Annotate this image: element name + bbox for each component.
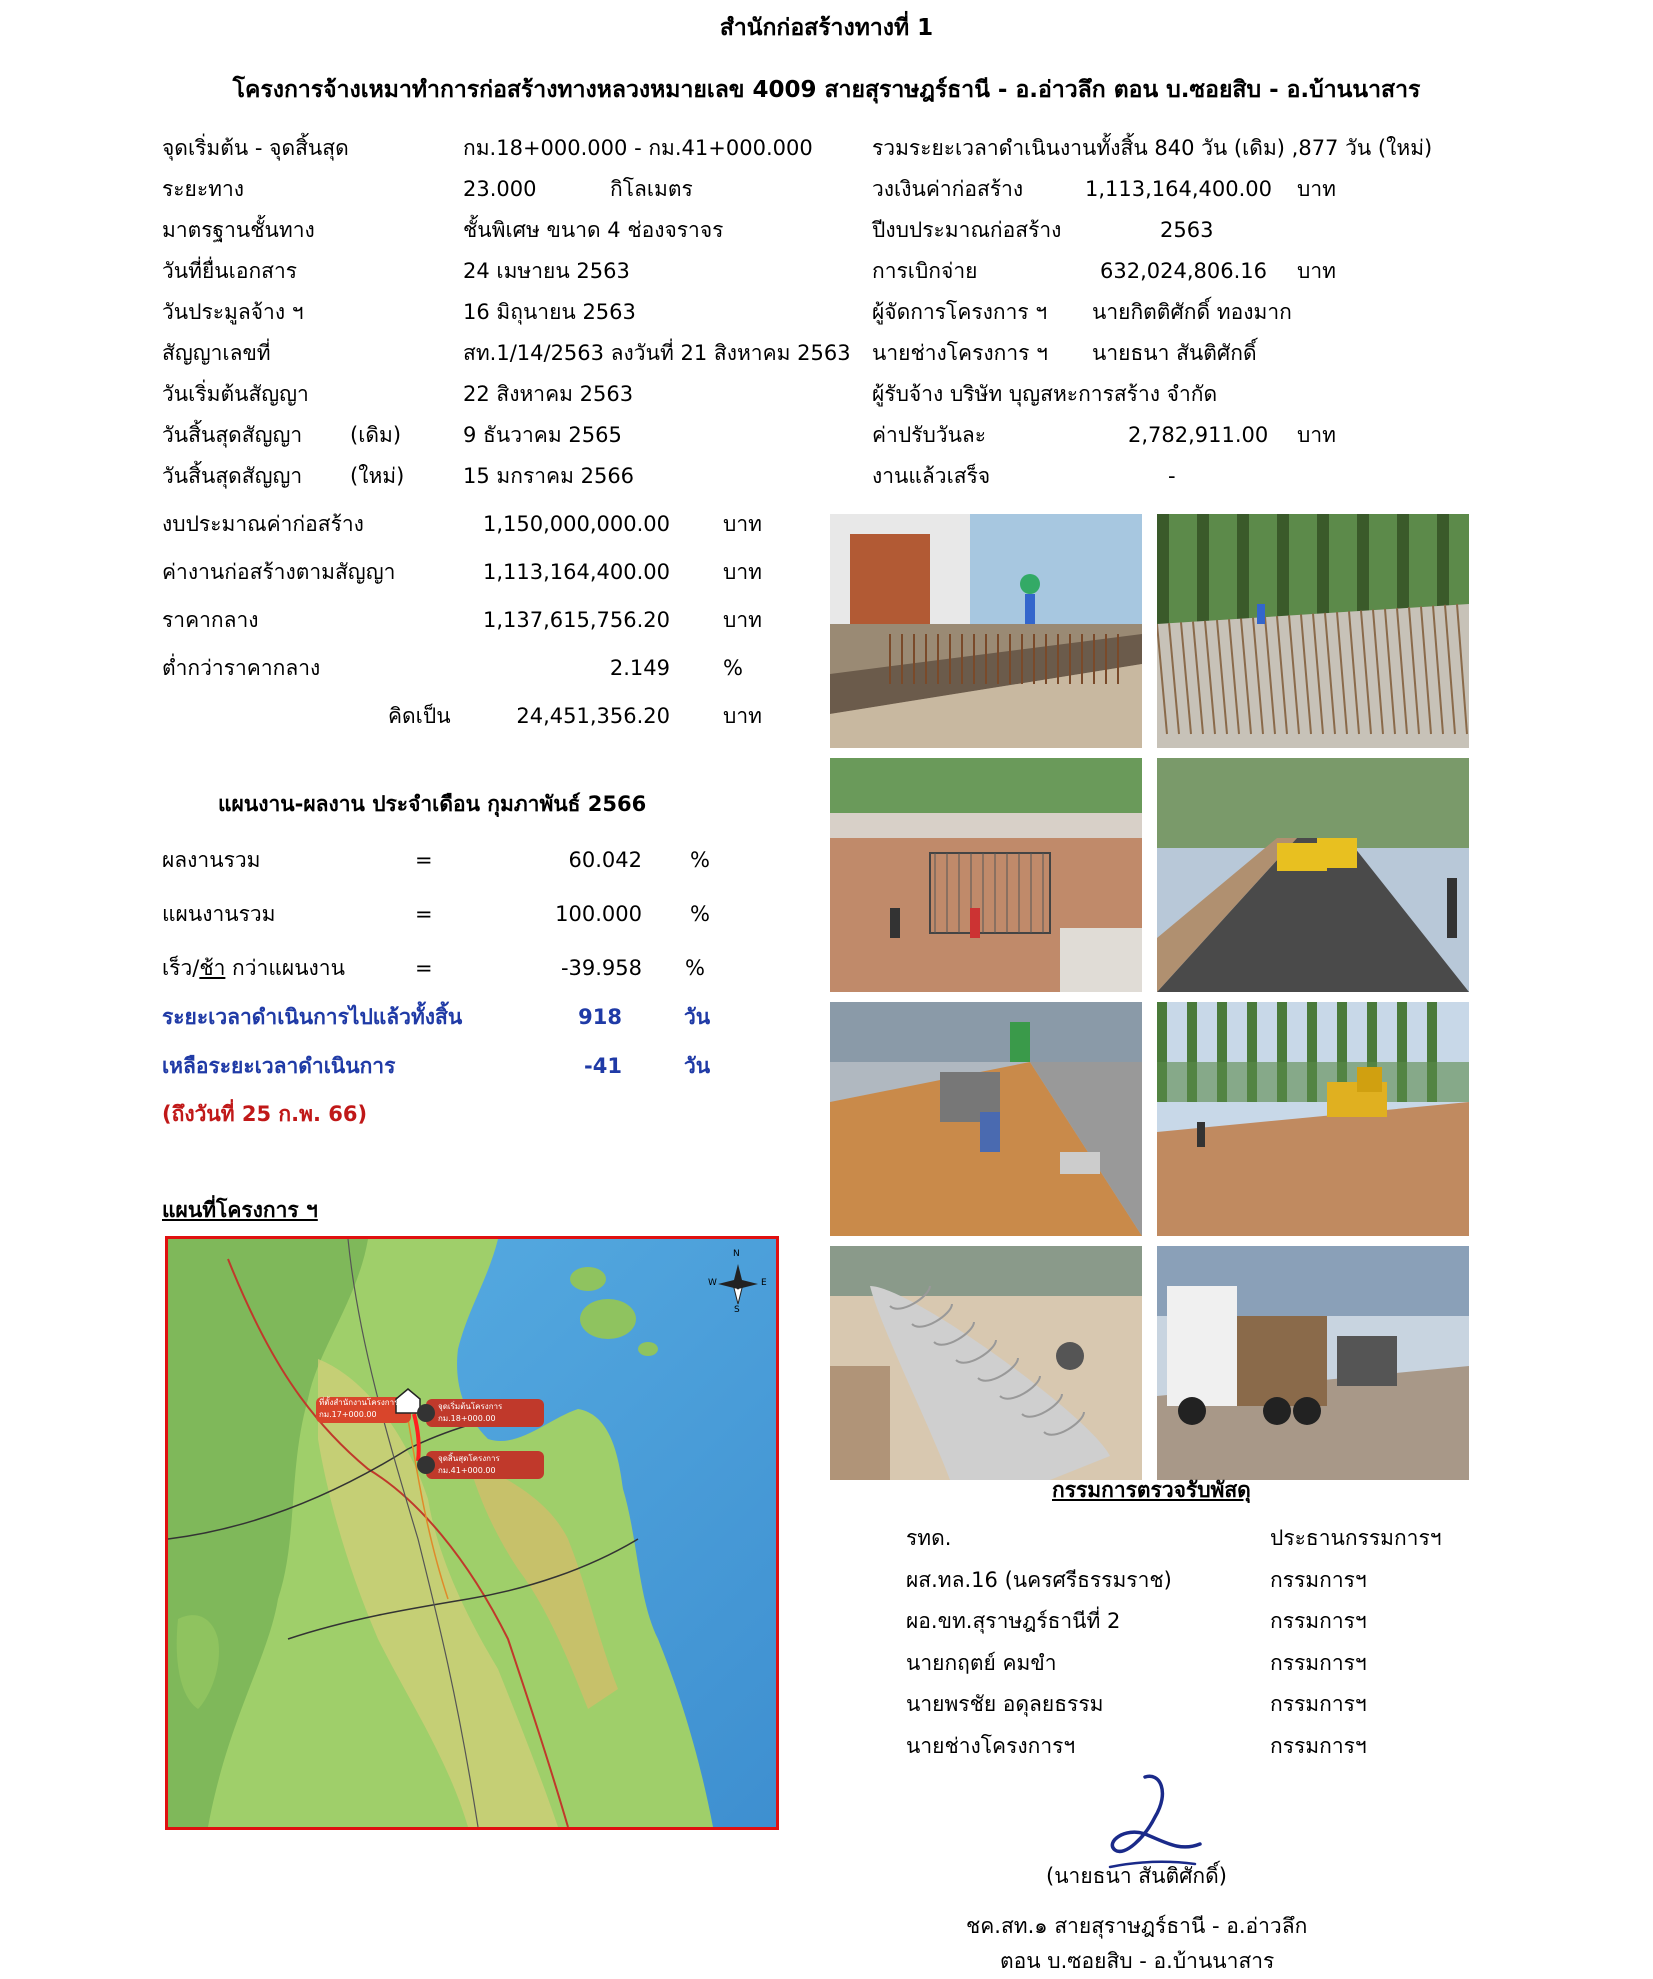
progress-eq-actual: = bbox=[415, 848, 433, 872]
info-left-value: 22 สิงหาคม 2563 bbox=[463, 382, 634, 406]
info-right-unit: บาท bbox=[1297, 177, 1336, 201]
committee-member-name: รทด. bbox=[906, 1526, 952, 1550]
info-right-label: นายช่างโครงการ ฯ bbox=[872, 341, 1048, 365]
committee-member-role: กรรมการฯ bbox=[1270, 1650, 1367, 1675]
info-right-value: - bbox=[1168, 464, 1176, 488]
map-end-tag bbox=[438, 1453, 500, 1477]
budget-unit: บาท bbox=[723, 512, 762, 536]
info-right-label: การเบิกจ่าย bbox=[872, 259, 978, 283]
info-left-label: ระยะทาง bbox=[162, 177, 245, 201]
progress-eq-diff: = bbox=[415, 956, 433, 980]
signer-position-1: ชค.สท.๑ สายสุราษฎร์ธานี - อ.อ่าวลึก bbox=[966, 1914, 1308, 1938]
office-km-text: กม.17+000.00 bbox=[319, 1410, 377, 1419]
progress-value-actual: 60.042 bbox=[568, 848, 642, 872]
info-right-value: นายธนา สันติศักดิ์ bbox=[1092, 341, 1257, 365]
project-title: โครงการจ้างเหมาทำการก่อสร้างทางหลวงหมายเลข 4009 สายสุราษฎร์ธานี - อ.อ่าวลึก ตอน บ.ซอยสิบ - อ.บ้านนาสาร bbox=[232, 77, 1421, 103]
signer-position-2: ตอน บ.ซอยสิบ - อ.บ้านนาสาร bbox=[1000, 1949, 1275, 1973]
committee-member-name: ผส.ทล.16 (นครศรีธรรมราช) bbox=[906, 1567, 1172, 1592]
map-drawing bbox=[168, 1239, 776, 1827]
budget-label: งบประมาณค่าก่อสร้าง bbox=[162, 512, 364, 536]
budget-unit: % bbox=[723, 656, 743, 680]
budget-value: 1,137,615,756.20 bbox=[482, 608, 670, 632]
budget-label: ราคากลาง bbox=[162, 608, 259, 632]
info-left-note: (เดิม) bbox=[350, 423, 402, 447]
info-left-value: 15 มกราคม 2566 bbox=[463, 464, 635, 488]
signer-name: (นายธนา สันติศักดิ์) bbox=[1046, 1864, 1227, 1888]
info-left-value: 16 มิถุนายน 2563 bbox=[463, 300, 636, 324]
committee-member-name: นายกฤตย์ คมขำ bbox=[906, 1650, 1057, 1675]
label-fast: เร็ว/ bbox=[162, 956, 200, 980]
budget-value: 1,113,164,400.00 bbox=[482, 560, 670, 584]
retaining-wall-photo bbox=[1157, 514, 1469, 748]
info-right-label: วงเงินค่าก่อสร้าง bbox=[872, 177, 1024, 201]
budget-label: ต่ำกว่าราคากลาง bbox=[162, 656, 321, 680]
info-left-label: วันสิ้นสุดสัญญา bbox=[162, 423, 303, 447]
info-left-label: วันประมูลจ้าง ฯ bbox=[162, 300, 304, 324]
info-right-value: 1,113,164,400.00 bbox=[1085, 177, 1273, 201]
remain-label: เหลือระยะเวลาดำเนินการ bbox=[162, 1054, 396, 1078]
bridge-workers-photo bbox=[830, 758, 1142, 992]
committee-member-role: ประธานกรรมการฯ bbox=[1270, 1526, 1442, 1550]
elapsed-value: 918 bbox=[578, 1005, 622, 1029]
progress-unit-diff: % bbox=[685, 956, 705, 980]
budget-label: ค่างานก่อสร้างตามสัญญา bbox=[162, 560, 396, 584]
info-right-label: ผู้รับจ้าง บริษัท บุญสหะการสร้าง จำกัด bbox=[872, 382, 1218, 406]
info-right-label: ปีงบประมาณก่อสร้าง bbox=[872, 218, 1062, 242]
as-of-date: (ถึงวันที่ 25 ก.พ. 66) bbox=[162, 1102, 368, 1126]
info-right-unit: บาท bbox=[1297, 259, 1336, 283]
elapsed-unit: วัน bbox=[684, 1005, 711, 1029]
info-left-label: วันที่ยื่นเอกสาร bbox=[162, 259, 298, 283]
remain-value: -41 bbox=[584, 1054, 622, 1078]
start-tag-text: จุดเริ่มต้นโครงการ bbox=[438, 1402, 503, 1411]
info-right-value: นายกิตติศักดิ์ ทองมาก bbox=[1092, 300, 1292, 324]
info-right-value: 632,024,806.16 bbox=[1100, 259, 1267, 283]
map-title: แผนที่โครงการ ฯ bbox=[162, 1198, 318, 1222]
truck-paving-photo bbox=[1157, 1246, 1469, 1480]
label-slow: ช้า bbox=[199, 956, 226, 980]
info-left-value: 9 ธันวาคม 2565 bbox=[463, 423, 622, 447]
progress-label-plan: แผนงานรวม bbox=[162, 902, 276, 926]
info-right-label: งานแล้วเสร็จ bbox=[872, 464, 991, 488]
budget-unit: บาท bbox=[723, 608, 762, 632]
committee-member-name: ผอ.ขท.สุราษฎร์ธานีที่ 2 bbox=[906, 1609, 1121, 1633]
info-left-label: จุดเริ่มต้น - จุดสิ้นสุด bbox=[162, 136, 349, 160]
info-right-label: ค่าปรับวันละ bbox=[872, 423, 987, 447]
info-left-note: (ใหม่) bbox=[350, 464, 405, 488]
info-right-value: 2,782,911.00 bbox=[1128, 423, 1269, 447]
remain-unit: วัน bbox=[684, 1054, 711, 1078]
grader-photo bbox=[1157, 1002, 1469, 1236]
info-left-label: สัญญาเลขที่ bbox=[162, 341, 271, 365]
committee-member-role: กรรมการฯ bbox=[1270, 1733, 1367, 1758]
office-title: สำนักก่อสร้างทางที่ 1 bbox=[719, 15, 934, 41]
progress-label-diff bbox=[162, 954, 345, 982]
committee-member-name: นายพรชัย อดุลยธรรม bbox=[906, 1692, 1104, 1716]
end-tag-text: จุดสิ้นสุดโครงการ bbox=[438, 1454, 500, 1463]
budget-value: 1,150,000,000.00 bbox=[482, 512, 670, 536]
progress-label-actual: ผลงานรวม bbox=[162, 848, 261, 872]
progress-value-plan: 100.000 bbox=[555, 902, 642, 926]
info-left-label: วันเริ่มต้นสัญญา bbox=[162, 382, 309, 406]
committee-title: กรรมการตรวจรับพัสดุ bbox=[1052, 1478, 1251, 1502]
info-left-value: 24 เมษายน 2563 bbox=[463, 259, 630, 283]
budget-label: คิดเป็น bbox=[388, 704, 451, 728]
info-left-value: ชั้นพิเศษ ขนาด 4 ช่องจราจร bbox=[463, 218, 724, 242]
committee-member-role: กรรมการฯ bbox=[1270, 1692, 1367, 1716]
info-left-unit: กิโลเมตร bbox=[610, 177, 693, 201]
compass-s: S bbox=[734, 1305, 740, 1315]
info-left-label: วันสิ้นสุดสัญญา bbox=[162, 464, 303, 488]
label-vs-plan: กว่าแผนงาน bbox=[225, 956, 345, 980]
compass-e: E bbox=[761, 1278, 767, 1288]
info-left-value: 23.000 bbox=[463, 177, 537, 201]
elapsed-label: ระยะเวลาดำเนินการไปแล้วทั้งสิ้น bbox=[162, 1005, 463, 1029]
budget-value: 24,451,356.20 bbox=[516, 704, 670, 728]
info-left-value: กม.18+000.000 - กม.41+000.000 bbox=[463, 136, 813, 160]
progress-unit-actual: % bbox=[690, 848, 710, 872]
budget-value: 2.149 bbox=[609, 656, 670, 680]
compass-n: N bbox=[733, 1249, 740, 1259]
bridge-rebar-photo bbox=[830, 514, 1142, 748]
info-right-unit: บาท bbox=[1297, 423, 1336, 447]
office-tag-text: ที่ตั้งสำนักงานโครงการ bbox=[319, 1398, 399, 1407]
info-left-value: สท.1/14/2563 ลงวันที่ 21 สิงหาคม 2563 bbox=[463, 341, 851, 365]
end-km-text: กม.41+000.00 bbox=[438, 1466, 496, 1475]
start-km-text: กม.18+000.00 bbox=[438, 1414, 496, 1423]
road-roller-photo bbox=[1157, 758, 1469, 992]
progress-value-diff: -39.958 bbox=[560, 956, 642, 980]
committee-member-name: นายช่างโครงการฯ bbox=[906, 1733, 1076, 1758]
compass-w: W bbox=[708, 1278, 717, 1288]
concrete-pipes-photo bbox=[830, 1246, 1142, 1480]
info-right-label: รวมระยะเวลาดำเนินงานทั้งสิ้น 840 วัน (เดิม) ,877 วัน (ใหม่) bbox=[872, 136, 1433, 160]
progress-unit-plan: % bbox=[690, 902, 710, 926]
budget-unit: บาท bbox=[723, 704, 762, 728]
info-right-label: ผู้จัดการโครงการ ฯ bbox=[872, 300, 1048, 324]
info-right-value: 2563 bbox=[1160, 218, 1214, 242]
sidewalk-paving-photo bbox=[830, 1002, 1142, 1236]
progress-title: แผนงาน-ผลงาน ประจำเดือน กุมภาพันธ์ 2566 bbox=[218, 792, 647, 816]
progress-eq-plan: = bbox=[415, 902, 433, 926]
project-map bbox=[165, 1236, 779, 1830]
info-left-label: มาตรฐานชั้นทาง bbox=[162, 218, 315, 242]
map-start-tag bbox=[438, 1401, 502, 1425]
budget-unit: บาท bbox=[723, 560, 762, 584]
map-office-tag bbox=[319, 1397, 398, 1421]
committee-member-role: กรรมการฯ bbox=[1270, 1567, 1367, 1592]
committee-member-role: กรรมการฯ bbox=[1270, 1609, 1367, 1633]
